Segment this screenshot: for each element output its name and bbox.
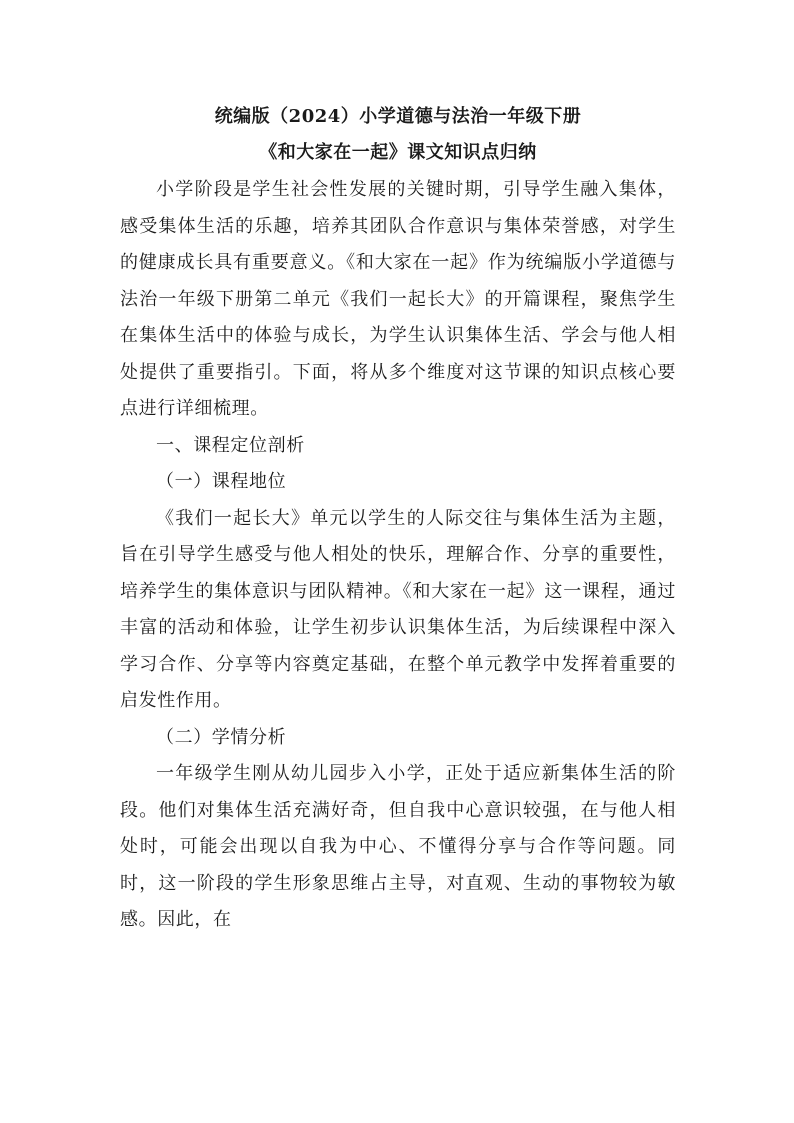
subsection1-paragraph: 《我们一起长大》单元以学生的人际交往与集体生活为主题，旨在引导学生感受与他人相处的快乐，理解合作、分享的重要性，培养学生的集体意识与团队精神。《和大家在一起》这一课程，通过丰富的活动和体验，让学生初步认识集体生活，为后续课程中深入学习合作、分享等内容奠定基础，在整个单元教学中发挥着重要的启发性作用。 xyxy=(120,507,676,711)
intro-paragraph: 小学阶段是学生社会性发展的关键时期，引导学生融入集体，感受集体生活的乐趣，培养其团队合作意识与集体荣誉感，对学生的健康成长具有重要意义。《和大家在一起》作为统编版小学道德与法治一年级下册第二单元《我们一起长大》的开篇课程，聚焦学生在集体生活中的体验与成长，为学生认识集体生活、学会与他人相处提供了重要指引。下面，将从多个维度对这节课的知识点核心要点进行详细梳理。 xyxy=(120,179,676,419)
document-title-line2: 《和大家在一起》课文知识点归纳 xyxy=(259,142,537,163)
subsection1-heading: （一）课程地位 xyxy=(156,471,287,492)
subsection2-heading: （二）学情分析 xyxy=(156,726,287,748)
document-title-line1: 统编版（2024）小学道德与法治一年级下册 xyxy=(214,106,582,127)
subsection2-paragraph: 一年级学生刚从幼儿园步入小学，正处于适应新集体生活的阶段。他们对集体生活充满好奇，但自我中心意识较强，在与他人相处时，可能会出现以自我为中心、不懂得分享与合作等问题。同时，这一阶段的学生形象思维占主导，对直观、生动的事物较为敏感。因此，在 xyxy=(120,763,676,930)
section1-heading: 一、课程定位剖析 xyxy=(156,434,305,456)
document-page xyxy=(120,98,676,939)
